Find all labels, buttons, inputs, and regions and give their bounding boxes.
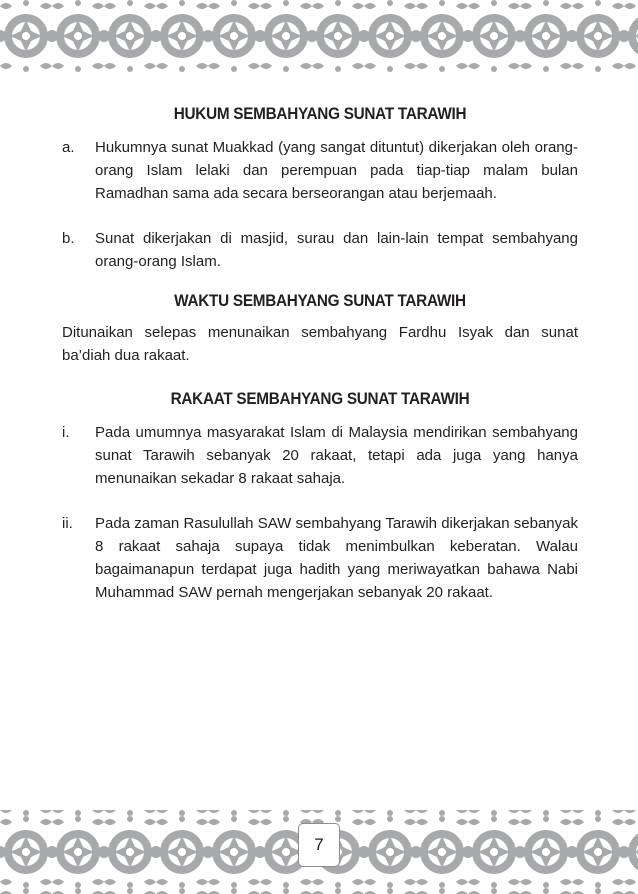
list-item-text: Pada umumnya masyarakat Islam di Malaysia mendirikan sembahyang sunat Tarawih sebanyak 20 rakaat, tetapi ada juga yang hanya menunaikan sekadar 8 rakaat sahaja. <box>95 424 578 487</box>
list-marker: b. <box>62 230 75 247</box>
section-title-hukum: HUKUM SEMBAHYANG SUNAT TARAWIH <box>173 104 467 123</box>
section-title-rakaat: RAKAAT SEMBAHYANG SUNAT TARAWIH <box>170 389 470 408</box>
section-paragraph: Ditunaikan selepas menunaikan sembahyang Fardhu Isyak dan sunat ba’diah dua rakaat. <box>62 324 578 364</box>
top-ornamental-border <box>0 0 638 72</box>
list-item <box>62 136 578 205</box>
list-item-text: Hukumnya sunat Muakkad (yang sangat dituntut) dikerjakan oleh orang-orang Islam lelaki dan perempuan pada tiap-tiap malam bulan Ramadhan sama ada secara berseorangan atau berjemaah. <box>95 139 578 202</box>
page-content <box>62 98 578 626</box>
list-item-text: Pada zaman Rasulullah SAW sembahyang Tarawih dikerjakan sebanyak 8 rakaat sahaja supaya tidak menimbulkan keberatan. Walau bagaimanapun terdapat juga hadith yang meriwayatkan bahawa Nabi Muhammad SAW pernah mengerjakan sebanyak 20 rakaat. <box>95 515 578 601</box>
list-item <box>62 421 578 490</box>
list-item <box>62 227 578 273</box>
list-marker: i. <box>62 424 70 441</box>
section-title-waktu: WAKTU SEMBAHYANG SUNAT TARAWIH <box>174 291 466 310</box>
list-item <box>62 512 578 604</box>
page-number-text: 7 <box>314 835 324 854</box>
page-number <box>298 823 340 867</box>
list-item-text: Sunat dikerjakan di masjid, surau dan lain-lain tempat sembahyang orang-orang Islam. <box>95 230 578 270</box>
list-marker: a. <box>62 139 75 156</box>
list-marker: ii. <box>62 515 73 532</box>
